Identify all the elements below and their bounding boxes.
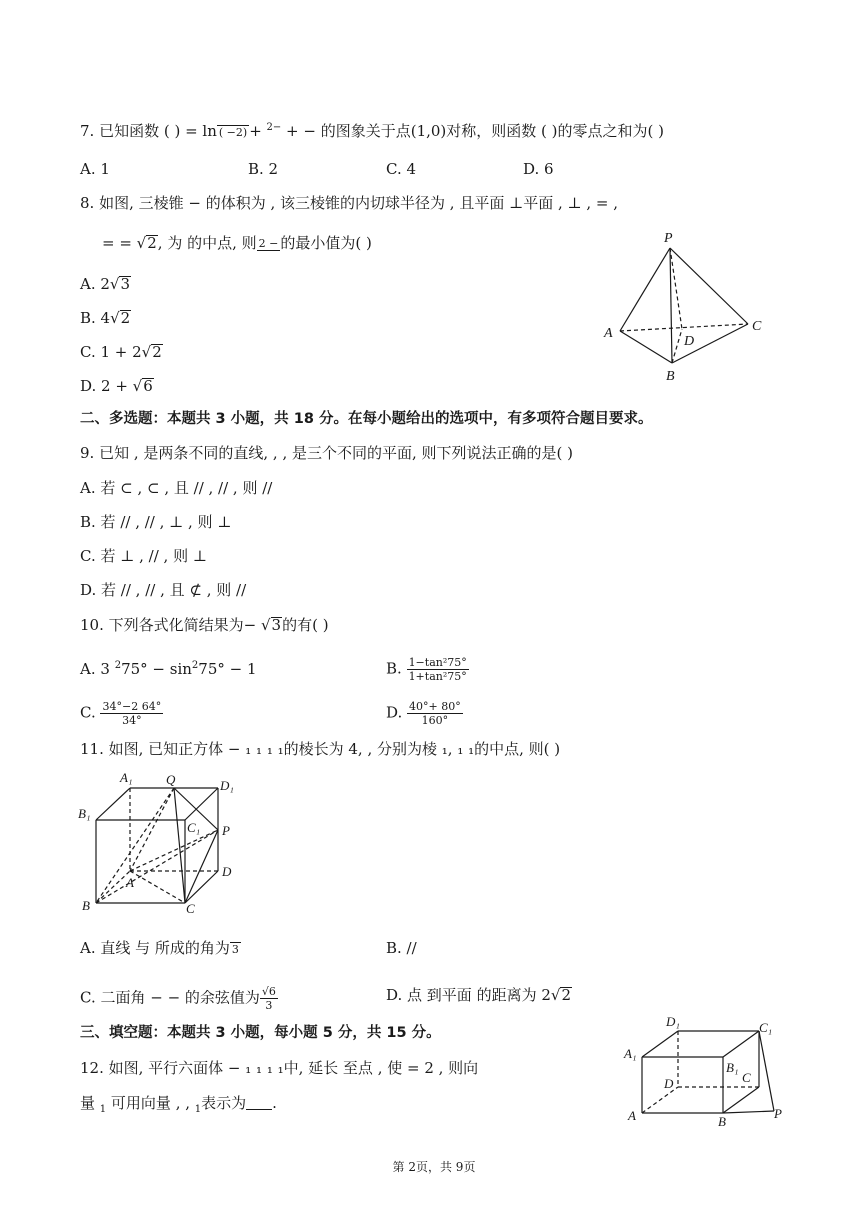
q10-option-a: A. 3 $^275^\circ - \sin^275^\circ - 1$ bbox=[80, 660, 257, 678]
q11-stem: 11. 如图, 已知正方体 − ₁ ₁ ₁ ₁的棱长为 4, , 分别为棱 ₁, ₁ ₁的中点, 则( ) bbox=[80, 740, 561, 758]
q11-label-d: D bbox=[222, 864, 232, 879]
q11-label-a1: A₁ bbox=[120, 770, 133, 785]
q8-line2: = = √2, 为 的中点, 则 2 − 的最小值为( ) bbox=[102, 234, 372, 252]
q12-label-c1: C₁ bbox=[759, 1020, 773, 1035]
q8-option-b: B. 4√2 bbox=[80, 309, 131, 327]
q12-label-a: A bbox=[628, 1108, 636, 1123]
q11-option-a: A. 直线 与 所成的角为 3 bbox=[80, 939, 239, 957]
q9-option-c: C. 若 ⊥ , // , 则 ⊥ bbox=[80, 547, 207, 565]
q11-label-a: A bbox=[126, 875, 134, 890]
q8-label-b: B bbox=[666, 369, 675, 384]
q11-label-c1: C₁ bbox=[187, 820, 201, 835]
q12-answer-blank[interactable] bbox=[246, 1095, 272, 1110]
q12-label-c: C bbox=[742, 1070, 751, 1085]
q8-pyramid-figure bbox=[600, 228, 780, 388]
q12-line2: 量 $_1$ 可用向量 , , $_1$表示为 . bbox=[80, 1094, 277, 1115]
q8-label-d: D bbox=[684, 334, 695, 349]
q11-option-d: D. 点 到平面 的距离为 2√2 bbox=[386, 986, 571, 1004]
page-footer: 第 2页，共 9页 bbox=[392, 1160, 476, 1174]
q9-stem: 9. 已知 , 是两条不同的直线, , , 是三个不同的平面, 则下列说法正确的是( ) bbox=[80, 444, 574, 462]
q11-cube-figure bbox=[78, 768, 248, 918]
q9-option-b: B. 若 // , // , ⊥ , 则 ⊥ bbox=[80, 513, 232, 531]
q12-label-b: B bbox=[718, 1114, 726, 1129]
q12-label-d: D bbox=[664, 1076, 674, 1091]
q7-stem: 7. 已知函数 ( ) = ln ( −2) + $^{2-}$ + − 的图象关于点(1,0)对称，则函数 ( )的零点之和为( ) bbox=[80, 122, 664, 140]
q7-option-b: B. 2 bbox=[248, 160, 279, 178]
q8-label-c: C bbox=[752, 319, 762, 334]
q11-label-q: Q bbox=[166, 772, 176, 787]
q8-option-d: D. 2 + √6 bbox=[80, 377, 153, 395]
q8-label-a: A bbox=[604, 326, 613, 341]
q12-label-a1: A₁ bbox=[624, 1046, 637, 1061]
q10-option-d: D. $\frac{40^\circ+ 80^\circ}{160^\circ}$ bbox=[386, 700, 461, 727]
q12-label-d1: D₁ bbox=[666, 1014, 680, 1029]
q11-label-c: C bbox=[186, 901, 195, 916]
q11-label-p: P bbox=[222, 823, 230, 838]
q7-option-d: D. 6 bbox=[523, 160, 554, 178]
q12-line1: 12. 如图, 平行六面体 − ₁ ₁ ₁ ₁中, 延长 至点 , 使 = 2 , 则向 bbox=[80, 1059, 479, 1077]
q8-option-c: C. 1 + 2√2 bbox=[80, 343, 162, 361]
q9-option-a: A. 若 ⊂ , ⊂ , 且 // , // , 则 // bbox=[80, 479, 273, 497]
q12-label-b1: B₁ bbox=[726, 1060, 739, 1075]
q8-label-p: P bbox=[664, 231, 673, 246]
q11-label-d1: D₁ bbox=[220, 778, 234, 793]
q7-fraction: ( −2) bbox=[218, 126, 248, 139]
q12-label-p: P bbox=[774, 1106, 782, 1121]
q7-option-c: C. 4 bbox=[386, 160, 417, 178]
q11-option-c: C. 二面角 − − 的余弦值为 $\frac{√6}{3}$ bbox=[80, 985, 276, 1012]
q11-option-b: B. // bbox=[386, 939, 417, 957]
q8-fraction: 2 − bbox=[258, 237, 279, 250]
q9-option-d: D. 若 // , // , 且 ⊄ , 则 // bbox=[80, 581, 247, 599]
section3-heading: 三、填空题：本题共 3 小题，每小题 5 分，共 15 分。 bbox=[80, 1025, 441, 1041]
q7-option-a: A. 1 bbox=[80, 160, 110, 178]
section2-heading: 二、多选题：本题共 3 小题，共 18 分。在每小题给出的选项中，有多项符合题目要求。 bbox=[80, 411, 653, 427]
q12-parallelepiped-figure bbox=[622, 1012, 792, 1127]
q10-option-b: B. $\frac{\text{1−tan²75°}}{\text{1+tan²75°}}$ bbox=[386, 656, 467, 683]
q11-label-b: B bbox=[82, 898, 90, 913]
q10-option-c: C. $\frac{34^\circ-2 64^\circ}{34^\circ}$ bbox=[80, 700, 162, 727]
q8-option-a: A. 2√3 bbox=[80, 275, 131, 293]
q8-line1: 8. 如图, 三棱锥 − 的体积为 , 该三棱锥的内切球半径为 , 且平面 ⊥平面 , ⊥ , = , bbox=[80, 194, 619, 212]
q10-stem: 10. 下列各式化简结果为− √3的有( ) bbox=[80, 616, 329, 634]
q11-label-b1: B₁ bbox=[78, 806, 91, 821]
